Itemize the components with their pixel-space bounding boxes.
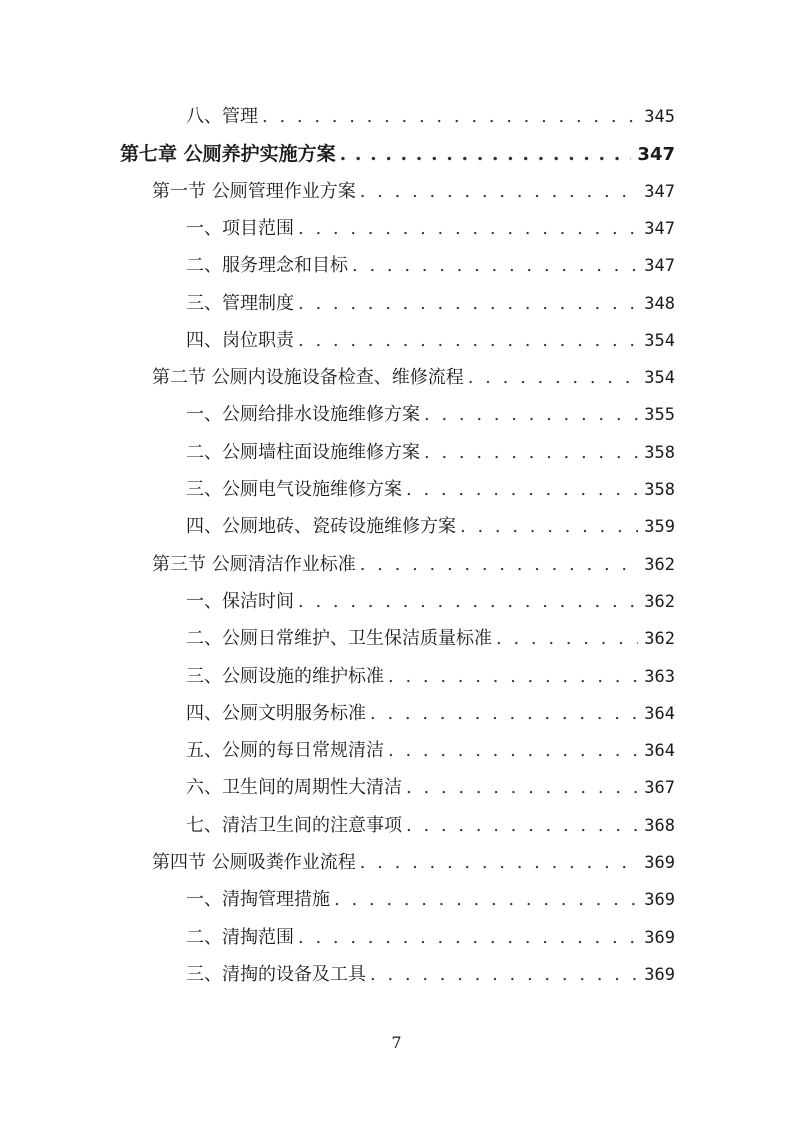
toc-subsection-entry[interactable]: [186, 811, 675, 848]
toc-entry-page-number: 369: [644, 853, 675, 873]
toc-subsection-entry[interactable]: [186, 512, 675, 549]
toc-entry-label: 一、项目范围: [186, 217, 294, 239]
toc-subsection-entry[interactable]: [186, 400, 675, 437]
toc-entry-label: 四、公厕文明服务标准: [186, 702, 366, 724]
toc-entry-page-number: 354: [644, 368, 675, 389]
toc-subsection-entry[interactable]: [186, 214, 675, 251]
toc-dot-leader: [298, 293, 638, 314]
page-number: 7: [391, 1033, 402, 1052]
toc-subsection-entry[interactable]: [186, 289, 675, 326]
toc-subsection-entry[interactable]: [186, 102, 675, 139]
toc-entry-label: 五、公厕的每日常规清洁: [186, 740, 384, 762]
toc-dot-leader: [262, 106, 638, 127]
toc-dot-leader: [360, 554, 639, 575]
toc-entry-page-number: 347: [644, 256, 675, 277]
toc-dot-leader: [298, 591, 638, 612]
toc-entry-label: 三、管理制度: [186, 292, 294, 314]
toc-entry-page-number: 362: [644, 591, 675, 612]
toc-dot-leader: [298, 218, 638, 239]
toc-subsection-entry[interactable]: [186, 885, 675, 922]
toc-dot-leader: [298, 927, 638, 948]
toc-entry-page-number: 364: [644, 741, 675, 762]
toc-section-entry[interactable]: [152, 848, 675, 885]
toc-subsection-entry[interactable]: [186, 624, 675, 661]
toc-dot-leader: [370, 964, 638, 985]
toc-dot-leader: [352, 255, 638, 276]
toc-entry-label: 第一节 公厕管理作业方案: [152, 180, 356, 202]
toc-subsection-entry[interactable]: [186, 662, 675, 699]
toc-entry-page-number: 367: [644, 778, 675, 799]
toc-dot-leader: [496, 628, 638, 649]
toc-entry-page-number: 369: [644, 927, 675, 948]
toc-entry-page-number: 358: [644, 442, 675, 463]
toc-entry-label: 一、公厕给排水设施维修方案: [186, 404, 420, 426]
toc-subsection-entry[interactable]: [186, 736, 675, 773]
toc-dot-leader: [468, 367, 639, 388]
toc-dot-leader: [360, 852, 639, 873]
toc-entry-label: 第七章 公厕养护实施方案: [120, 143, 336, 166]
toc-dot-leader: [388, 740, 638, 761]
toc-dot-leader: [334, 889, 638, 910]
toc-dot-leader: [424, 404, 638, 425]
toc-entry-page-number: 358: [644, 480, 675, 500]
toc-entry-page-number: 359: [644, 517, 675, 538]
toc-entry-label: 一、清掏管理措施: [186, 889, 330, 911]
toc-entry-label: 三、清掏的设备及工具: [186, 963, 366, 985]
toc-subsection-entry[interactable]: [186, 773, 675, 810]
toc-entry-page-number: 363: [644, 666, 675, 687]
toc-entry-label: 一、保洁时间: [186, 590, 294, 612]
toc-entry-label: 第四节 公厕吸粪作业流程: [152, 852, 356, 873]
toc-entry-page-number: 348: [644, 293, 675, 314]
toc-entry-page-number: 369: [644, 964, 675, 985]
toc-entry-label: 二、清掏范围: [186, 926, 294, 948]
toc-entry-page-number: 345: [644, 107, 675, 127]
toc-entry-label: 三、公厕电气设施维修方案: [186, 479, 402, 500]
toc-subsection-entry[interactable]: [186, 251, 675, 288]
toc-entry-label: 八、管理: [186, 106, 258, 127]
toc-dot-leader: [360, 181, 639, 202]
toc-dot-leader: [460, 516, 638, 537]
toc-entry-label: 七、清洁卫生间的注意事项: [186, 814, 402, 836]
toc-subsection-entry[interactable]: [186, 587, 675, 624]
toc-subsection-entry[interactable]: [186, 326, 675, 363]
toc-dot-leader: [406, 479, 638, 500]
toc-dot-leader: [406, 815, 638, 836]
toc-dot-leader: [424, 442, 638, 463]
toc-entry-page-number: 368: [644, 815, 675, 836]
toc-subsection-entry[interactable]: [186, 475, 675, 512]
toc-entry-page-number: 347: [644, 218, 675, 239]
toc-entry-label: 六、卫生间的周期性大清洁: [186, 777, 402, 799]
toc-entry-page-number: 354: [644, 330, 675, 351]
toc-entry-page-number: 364: [644, 703, 675, 724]
toc-section-entry[interactable]: [152, 550, 675, 587]
toc-entry-label: 二、公厕日常维护、卫生保洁质量标准: [186, 628, 492, 650]
toc-dot-leader: [388, 666, 638, 687]
toc-dot-leader: [406, 777, 638, 798]
toc-entry-label: 第二节 公厕内设施设备检查、维修流程: [152, 367, 464, 389]
toc-entry-page-number: 369: [644, 890, 675, 911]
toc-dot-leader: [298, 330, 638, 351]
toc-entry-page-number: 347: [644, 181, 675, 202]
toc-subsection-entry[interactable]: [186, 923, 675, 960]
toc-entry-label: 三、公厕设施的维护标准: [186, 665, 384, 687]
toc-dot-leader: [370, 703, 638, 724]
toc-section-entry[interactable]: [152, 177, 675, 214]
toc-subsection-entry[interactable]: [186, 960, 675, 997]
toc-subsection-entry[interactable]: [186, 699, 675, 736]
toc-entry-label: 二、服务理念和目标: [186, 255, 348, 277]
toc-entry-page-number: 362: [644, 629, 675, 650]
toc-entry-label: 四、岗位职责: [186, 329, 294, 351]
toc-entry-label: 第三节 公厕清洁作业标准: [152, 553, 356, 575]
toc-entry-label: 二、公厕墙柱面设施维修方案: [186, 441, 420, 463]
toc-entry-page-number: 347: [637, 144, 675, 166]
toc-chapter-entry[interactable]: [120, 139, 675, 176]
toc-entry-label: 四、公厕地砖、瓷砖设施维修方案: [186, 516, 456, 538]
toc-section-entry[interactable]: [152, 363, 675, 400]
toc-entry-page-number: 355: [644, 405, 675, 426]
toc-dot-leader: [340, 143, 632, 165]
toc-subsection-entry[interactable]: [186, 438, 675, 475]
toc-entry-page-number: 362: [644, 554, 675, 575]
